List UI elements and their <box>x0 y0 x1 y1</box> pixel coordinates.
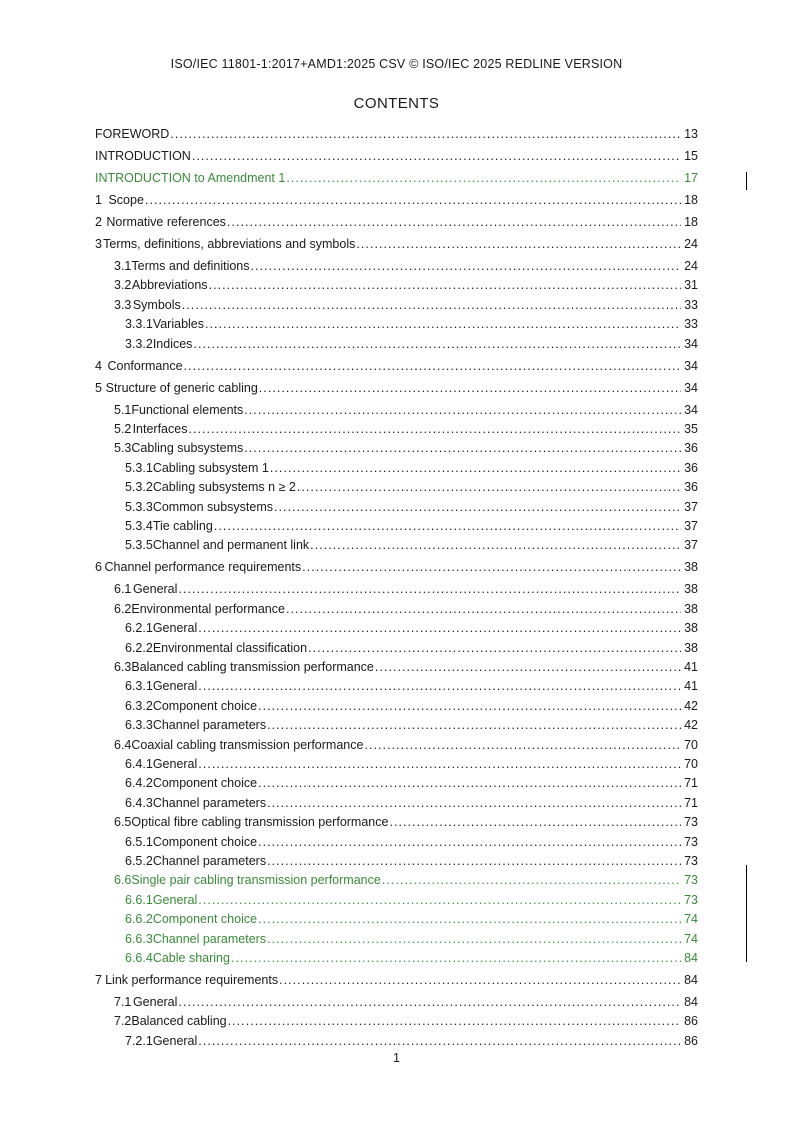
toc-entry-number: 5.2 <box>114 422 132 436</box>
toc-entry[interactable] <box>95 438 698 456</box>
toc-entry-number: 7.2 <box>114 1014 132 1029</box>
toc-entry[interactable] <box>95 909 698 927</box>
toc-entry-page: 86 <box>684 1014 698 1029</box>
toc-entry-number: 4 <box>95 358 102 373</box>
page-title: CONTENTS <box>353 95 440 112</box>
toc-entry-label: Channel and permanent link <box>152 538 310 553</box>
toc-entry-label: Indices <box>152 336 193 351</box>
toc-entry-label: Component choice <box>152 834 258 849</box>
toc-entry-number: 5.3.5 <box>125 538 153 553</box>
dot-leader <box>274 500 681 515</box>
toc-entry-label: General <box>152 892 198 907</box>
dot-leader <box>258 835 681 850</box>
toc-entry-label: Balanced cabling <box>131 1014 227 1029</box>
toc-entry-page: 86 <box>684 1033 698 1048</box>
toc-entry-label: Channel performance requirements <box>104 560 302 575</box>
toc-entry-label: Terms, definitions, abbreviations and symbols <box>103 237 356 251</box>
toc-entry-number: 5.3.1 <box>125 460 153 475</box>
toc-entry[interactable] <box>95 715 698 733</box>
toc-entry[interactable] <box>95 314 698 332</box>
toc-entry-number: 6.5.1 <box>125 834 153 849</box>
toc-entry[interactable] <box>95 735 698 753</box>
dot-leader <box>267 932 681 947</box>
toc-entry[interactable] <box>95 696 698 714</box>
toc-entry-number: 6.6.2 <box>125 912 153 927</box>
dot-leader <box>267 854 681 869</box>
toc-entry[interactable] <box>95 295 698 313</box>
dot-leader <box>188 422 681 437</box>
toc-entry-number: 6.6.4 <box>125 951 153 965</box>
dot-leader <box>302 560 681 575</box>
toc-entry[interactable] <box>95 870 698 888</box>
toc-entry[interactable] <box>95 497 698 515</box>
dot-leader <box>244 403 681 418</box>
toc-entry[interactable] <box>95 378 698 396</box>
dot-leader <box>375 660 681 675</box>
toc-entry-label: Component choice <box>152 776 258 791</box>
dot-leader <box>279 973 681 988</box>
toc-entry-number: 6.3.3 <box>125 718 153 733</box>
toc-entry[interactable] <box>95 657 698 675</box>
toc-entry[interactable] <box>95 851 698 869</box>
toc-entry-number: 5.1 <box>114 402 132 417</box>
dot-leader <box>258 912 681 927</box>
toc-entry[interactable] <box>95 458 698 476</box>
toc-entry-label: Variables <box>152 317 204 332</box>
running-header: ISO/IEC 11801-1:2017+AMD1:2025 CSV © ISO/IEC 2025 REDLINE VERSION <box>170 57 623 71</box>
toc-entry-label: Symbols <box>132 297 181 312</box>
toc-entry-page: 38 <box>684 621 698 636</box>
toc-entry-number: 6.1 <box>114 582 132 597</box>
toc-entry-number: 7.1 <box>114 995 132 1009</box>
toc-entry[interactable] <box>95 1011 698 1029</box>
toc-entry[interactable] <box>95 676 698 694</box>
dot-leader <box>364 738 681 753</box>
dot-leader <box>259 381 681 396</box>
toc-entry-page: 71 <box>684 795 698 810</box>
dot-leader <box>170 127 681 142</box>
toc-entry-number: 5.3.2 <box>125 480 153 495</box>
toc-entry-page: 84 <box>684 951 698 965</box>
toc-entry-page: 37 <box>684 538 698 553</box>
toc-entry-label: Common subsystems <box>152 499 273 514</box>
toc-entry-number: 3.1 <box>114 259 132 273</box>
toc-entry-page: 36 <box>684 460 698 475</box>
toc-entry-page: 38 <box>684 601 698 616</box>
toc-entry-label: Environmental classification <box>152 640 308 655</box>
toc-entry-number: 7 <box>95 973 102 987</box>
toc-entry-page: 70 <box>684 757 698 771</box>
toc-entry-label: General <box>132 582 178 597</box>
toc-entry-label: Cabling subsystems <box>131 441 244 456</box>
toc-entry[interactable] <box>95 419 698 437</box>
toc-entry-label: General <box>152 1033 198 1048</box>
toc-entry-page: 73 <box>684 815 698 830</box>
toc-entry-label: Cabling subsystem 1 <box>152 460 269 475</box>
dot-leader <box>258 699 681 714</box>
toc-entry[interactable] <box>95 516 698 534</box>
toc-entry-label: Component choice <box>152 698 258 713</box>
toc-entry-number: 6.3.2 <box>125 698 153 713</box>
toc-entry-label: FOREWORD <box>95 127 170 141</box>
toc-entry-label: Coaxial cabling transmission performance <box>131 737 364 752</box>
dot-leader <box>198 621 681 636</box>
toc-entry-number: 3.2 <box>114 278 132 293</box>
dot-leader <box>267 718 681 733</box>
dot-leader <box>198 679 681 694</box>
dot-leader <box>198 757 681 772</box>
toc-entry-page: 13 <box>684 127 698 141</box>
toc-entry-page: 42 <box>684 698 698 713</box>
toc-entry-page: 38 <box>684 560 698 575</box>
toc-entry-label: General <box>132 995 178 1009</box>
toc-entry-page: 34 <box>684 402 698 417</box>
toc-entry-page: 34 <box>684 358 698 373</box>
toc-entry[interactable] <box>95 638 698 656</box>
toc-entry[interactable] <box>95 234 698 252</box>
dot-leader <box>251 259 681 274</box>
toc-entry-page: 73 <box>684 892 698 907</box>
toc-entry-number: 6.2.2 <box>125 640 153 655</box>
toc-entry-label: Structure of generic cabling <box>105 380 258 395</box>
toc-entry-label: Balanced cabling transmission performance <box>131 660 374 674</box>
dot-leader <box>145 193 681 208</box>
toc-entry-page: 33 <box>684 317 698 332</box>
toc-entry[interactable] <box>95 1031 698 1049</box>
toc-entry-label: Link performance requirements <box>105 973 279 987</box>
toc-entry[interactable] <box>95 812 698 830</box>
toc-entry-number: 6.4.1 <box>125 757 153 771</box>
toc-entry-page: 84 <box>684 973 698 987</box>
toc-entry[interactable] <box>95 948 698 966</box>
toc-entry-label: Channel parameters <box>152 718 267 733</box>
toc-entry-page: 41 <box>684 679 698 694</box>
toc-entry-label: INTRODUCTION <box>95 149 191 163</box>
dot-leader <box>310 538 681 553</box>
toc-entry-page: 35 <box>684 422 698 436</box>
dot-leader <box>209 278 681 293</box>
toc-entry[interactable] <box>95 618 698 636</box>
toc-entry-number: 6.5.2 <box>125 854 153 868</box>
toc-entry-label: General <box>152 679 198 694</box>
toc-entry-page: 73 <box>684 834 698 849</box>
toc-entry-number: 5.3.3 <box>125 499 153 514</box>
toc-entry-page: 36 <box>684 480 698 495</box>
toc-entry-page: 74 <box>684 912 698 927</box>
toc-entry-number: 6.4.2 <box>125 776 153 791</box>
toc-entry-page: 71 <box>684 776 698 791</box>
dot-leader <box>228 1014 681 1029</box>
toc-entry-page: 24 <box>684 259 698 273</box>
toc-entry-label: Terms and definitions <box>131 259 250 273</box>
dot-leader <box>184 359 681 374</box>
dot-leader <box>192 149 681 164</box>
toc-entry-number: 6.4.3 <box>125 795 153 810</box>
dot-leader <box>231 951 681 966</box>
dot-leader <box>178 582 681 597</box>
toc-entry-page: 36 <box>684 441 698 456</box>
dot-leader <box>198 893 681 908</box>
toc-entry[interactable] <box>95 754 698 772</box>
toc-entry-page: 34 <box>684 336 698 351</box>
toc-entry-page: 70 <box>684 737 698 752</box>
toc-entry-label: Normative references <box>106 215 226 229</box>
dot-leader <box>382 873 681 888</box>
toc-entry-label: Component choice <box>152 912 258 927</box>
toc-entry[interactable] <box>95 890 698 908</box>
toc-entry-page: 84 <box>684 995 698 1009</box>
toc-entry-page: 18 <box>684 193 698 207</box>
toc-entry-number: 5.3 <box>114 441 132 456</box>
toc-entry[interactable] <box>95 793 698 811</box>
change-bar <box>746 172 747 190</box>
toc-entry-label: Conformance <box>107 358 183 373</box>
toc-entry-label: Interfaces <box>132 422 188 436</box>
toc-entry-page: 31 <box>684 278 698 293</box>
dot-leader <box>214 519 681 534</box>
dot-leader <box>267 796 681 811</box>
dot-leader <box>205 317 681 332</box>
dot-leader <box>297 480 681 495</box>
toc-entry[interactable] <box>95 400 698 418</box>
dot-leader <box>286 602 681 617</box>
dot-leader <box>356 237 681 252</box>
dot-leader <box>198 1034 681 1049</box>
dot-leader <box>389 815 681 830</box>
toc-entry-label: General <box>152 621 198 636</box>
toc-entry-page: 17 <box>684 171 698 185</box>
toc-entry[interactable] <box>95 275 698 293</box>
toc-entry-label: Single pair cabling transmission performance <box>131 873 381 888</box>
toc-entry-number: 3.3.1 <box>125 317 153 332</box>
page-number: 1 <box>393 1051 400 1065</box>
toc-entry-number: 6.6 <box>114 873 132 888</box>
toc-entry[interactable] <box>95 212 698 230</box>
toc-entry-label: Tie cabling <box>152 519 213 533</box>
toc-entry-label: INTRODUCTION to Amendment 1 <box>95 171 286 185</box>
toc-entry-page: 73 <box>684 873 698 888</box>
toc-entry[interactable] <box>95 832 698 850</box>
toc-entry-label: Optical fibre cabling transmission performance <box>131 815 389 830</box>
toc-entry[interactable] <box>95 356 698 374</box>
toc-entry-number: 2 <box>95 215 102 229</box>
toc-entry[interactable] <box>95 992 698 1010</box>
toc-entry-number: 1 <box>95 193 102 207</box>
toc-entry[interactable] <box>95 970 698 988</box>
toc-entry-number: 3 <box>95 237 102 251</box>
toc-entry[interactable] <box>95 535 698 553</box>
toc-entry-page: 34 <box>684 380 698 395</box>
toc-entry-number: 6.6.3 <box>125 931 153 946</box>
toc-entry-label: Functional elements <box>131 402 244 417</box>
toc-entry-label: Abbreviations <box>131 278 208 293</box>
change-bar <box>746 865 747 962</box>
dot-leader <box>286 171 681 186</box>
toc-entry-label: Scope <box>108 193 144 207</box>
toc-entry-page: 41 <box>684 660 698 674</box>
dot-leader <box>193 337 681 352</box>
toc-entry[interactable] <box>95 477 698 495</box>
toc-entry-page: 38 <box>684 582 698 597</box>
toc-entry-number: 6.3.1 <box>125 679 153 694</box>
toc-entry-number: 5.3.4 <box>125 519 153 533</box>
toc-entry[interactable] <box>95 334 698 352</box>
toc-entry-page: 18 <box>684 215 698 229</box>
toc-entry[interactable] <box>95 599 698 617</box>
dot-leader <box>182 298 681 313</box>
toc-entry-label: Cable sharing <box>152 951 230 965</box>
dot-leader <box>308 641 681 656</box>
toc-entry-page: 15 <box>684 149 698 163</box>
toc-entry-label: Channel parameters <box>152 795 267 810</box>
toc-entry-number: 6.5 <box>114 815 132 830</box>
toc-entry-number: 6.6.1 <box>125 892 153 907</box>
toc-entry-number: 6.3 <box>114 660 132 674</box>
toc-entry-label: Channel parameters <box>152 931 267 946</box>
toc-entry[interactable] <box>95 557 698 575</box>
toc-entry-page: 38 <box>684 640 698 655</box>
toc-entry-number: 6.4 <box>114 737 132 752</box>
toc-entry[interactable] <box>95 124 698 142</box>
toc-entry[interactable] <box>95 146 698 164</box>
dot-leader <box>244 441 681 456</box>
toc-entry[interactable] <box>95 929 698 947</box>
toc-entry-number: 7.2.1 <box>125 1033 153 1048</box>
toc-entry-number: 6.2.1 <box>125 621 153 636</box>
toc-entry-number: 3.3 <box>114 297 132 312</box>
toc-entry[interactable] <box>95 190 698 208</box>
toc-entry[interactable] <box>95 773 698 791</box>
dot-leader <box>227 215 681 230</box>
toc-entry-number: 5 <box>95 380 102 395</box>
toc-entry-label: General <box>152 757 198 771</box>
toc-entry-page: 73 <box>684 854 698 868</box>
toc-entry-page: 37 <box>684 499 698 514</box>
toc-entry-label: Environmental performance <box>131 601 285 616</box>
toc-entry-number: 3.3.2 <box>125 336 153 351</box>
toc-entry[interactable] <box>95 168 698 186</box>
toc-entry-label: Cabling subsystems n ≥ 2 <box>152 480 296 495</box>
toc-entry[interactable] <box>95 579 698 597</box>
toc-entry-page: 74 <box>684 931 698 946</box>
toc-entry-page: 42 <box>684 718 698 733</box>
toc-entry-label: Channel parameters <box>152 854 267 868</box>
dot-leader <box>258 776 681 791</box>
toc-entry-page: 24 <box>684 237 698 251</box>
dot-leader <box>270 461 681 476</box>
toc-entry-number: 6.2 <box>114 601 132 616</box>
dot-leader <box>178 995 681 1010</box>
toc-entry-page: 33 <box>684 297 698 312</box>
toc-entry-page: 37 <box>684 519 698 533</box>
toc-entry[interactable] <box>95 256 698 274</box>
toc-entry-number: 6 <box>95 560 102 575</box>
